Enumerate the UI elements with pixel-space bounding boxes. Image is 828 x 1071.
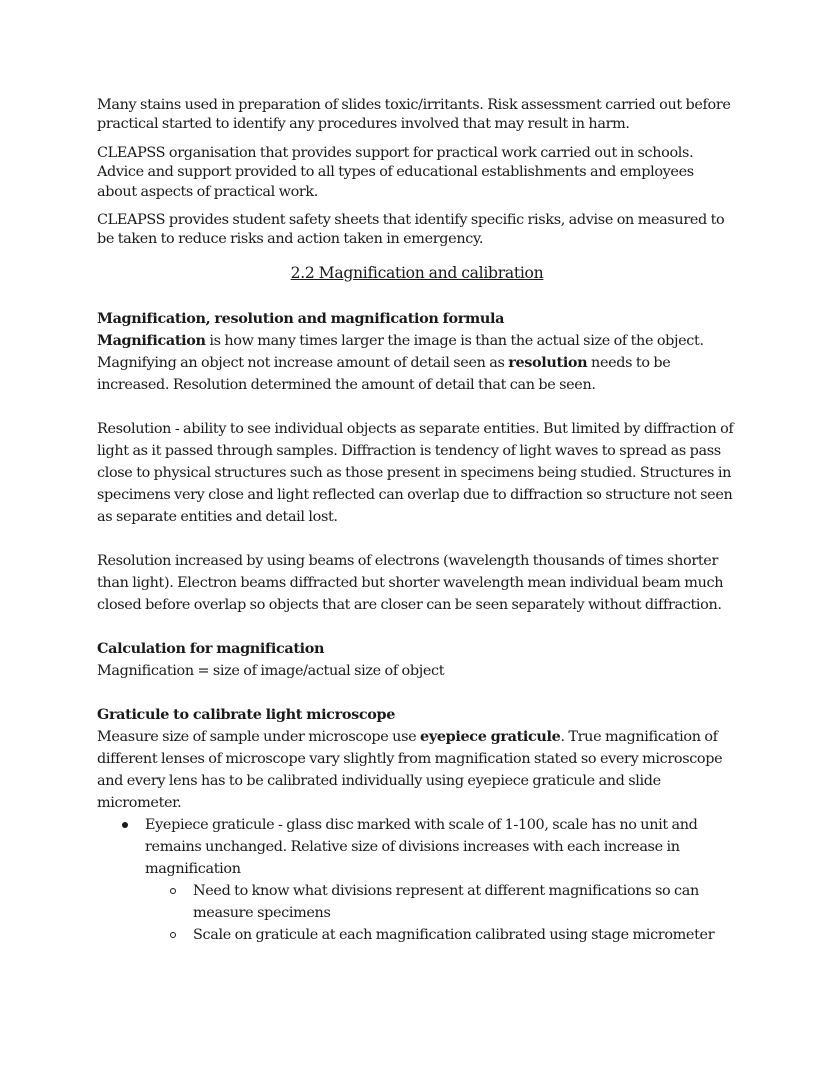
resolution-paragraph-block <box>97 418 737 528</box>
graticule-paragraph <box>97 726 737 814</box>
magnification-text-a: is how many times larger the image is than the actual size of the object. Magnifying an object not increase amount of detail seen as <box>97 333 704 372</box>
electron-resolution-paragraph: Resolution increased by using beams of electrons (wavelength thousands of times shorter than light). Electron beams diffracted but shorter wavelength mean individual beam much closed before overlap so objects that are closer can be seen separately without diffraction. <box>97 553 724 614</box>
bullet-dot-icon <box>122 822 128 828</box>
graticule-section-title: Graticule to calibrate light microscope <box>97 706 396 724</box>
graticule-text-b: . True magnification of different lenses of microscope vary slightly from magnification stated so every microscope and every lens has to be calibrated individually using eyepiece graticule and slide micrometer. <box>97 729 723 812</box>
intro-paragraph-stains: Many stains used in preparation of slides toxic/irritants. Risk assessment carried out before practical started to identify any procedures involved that may result in harm. <box>97 97 731 133</box>
intro-paragraph-cleapss-sheets: CLEAPSS provides student safety sheets that identify specific risks, advise on measured to be taken to reduce risks and action taken in emergency. <box>97 212 725 248</box>
intro-paragraph-cleapss-org: CLEAPSS organisation that provides support for practical work carried out in schools. Advice and support provided to all types of educational establishments and employees about aspects of practical work. <box>97 144 694 200</box>
resolution-paragraph: Resolution - ability to see individual objects as separate entities. But limited by diffraction of light as it passed through samples. Diffraction is tendency of light waves to spread as pass close to physical structures such as those present in specimens being studied. Structures in specimens very close and light reflected can overlap due to diffraction so structure not seen as separate entities and detail lost. <box>97 421 734 526</box>
resolution-term: resolution <box>508 354 588 372</box>
calculation-section <box>97 638 737 682</box>
graticule-bullet-list <box>97 814 737 946</box>
bullet-circle-icon <box>170 888 176 894</box>
magnification-definition-paragraph <box>97 330 737 396</box>
sub-bullet-list <box>145 880 737 946</box>
magnification-text-b: needs to be increased. Resolution determined the amount of detail that can be seen. <box>97 355 671 394</box>
bullet-circle-icon <box>170 932 176 938</box>
list-item <box>145 924 737 946</box>
magnification-formula: Magnification = size of image/actual size of object <box>97 663 445 680</box>
document-page <box>97 96 737 946</box>
bullet-text: Eyepiece graticule - glass disc marked with scale of 1-100, scale has no unit and remains unchanged. Relative size of divisions increases with each increase in magnification <box>145 817 698 878</box>
magnification-section-title: Magnification, resolution and magnification formula <box>97 310 505 328</box>
list-item <box>145 880 737 924</box>
magnification-section <box>97 308 737 396</box>
section-heading: 2.2 Magnification and calibration <box>290 263 544 282</box>
eyepiece-graticule-term: eyepiece graticule <box>420 728 561 746</box>
sub-bullet-text: Need to know what divisions represent at different magnifications so can measure specimens <box>193 883 699 922</box>
magnification-term: Magnification <box>97 332 206 350</box>
list-item <box>97 814 737 946</box>
electron-paragraph-block <box>97 550 737 616</box>
graticule-section <box>97 704 737 946</box>
sub-bullet-text: Scale on graticule at each magnification calibrated using stage micrometer <box>193 927 715 944</box>
graticule-text-a: Measure size of sample under microscope use <box>97 729 421 746</box>
calculation-section-title: Calculation for magnification <box>97 640 325 658</box>
